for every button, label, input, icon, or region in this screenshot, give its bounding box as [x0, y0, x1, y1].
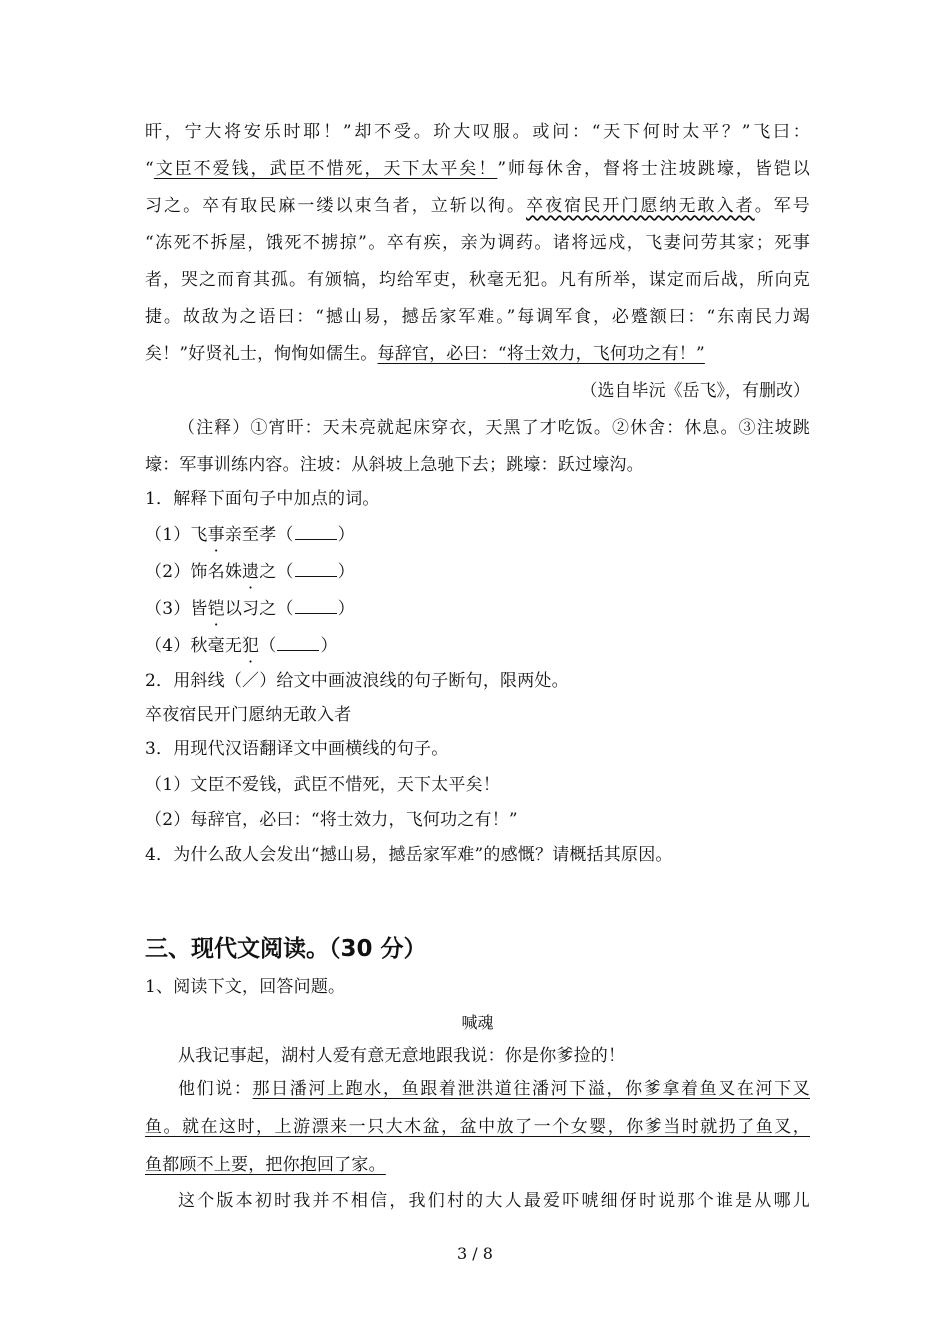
answer-blank[interactable] [295, 523, 337, 540]
question-2-sentence: 卒夜宿民开门愿纳无敢入者 [145, 705, 352, 725]
article-paragraph-1: 从我记事起，湖村人爱有意无意地跟我说：你是你爹捡的！ [178, 1046, 626, 1066]
passage-line-5: 者，哭之而育其孤。有颁犒，均给军吏，秋毫无犯。凡有所举，谋定而后战，所向克 [145, 270, 810, 290]
q1-3-close: ） [337, 599, 355, 619]
passage-line-6: 捷。故敌为之语曰：“撼山易，撼岳家军难。”每调军食，必蹙额曰：“东南民力竭 [145, 307, 810, 327]
passage-source: （选自毕沅《岳飞》，有删改） [580, 381, 810, 401]
passage-line-3-end: 。军号 [754, 196, 811, 216]
q1-4-prefix: （4）秋毫无 [145, 636, 243, 656]
passage-line-2-rest: ”师每休舍，督将士注坡跳壕，皆铠以 [497, 159, 810, 179]
p2-underlined-3: 鱼都顾不上要，把你抱回了家。 [145, 1155, 386, 1175]
question-4: 4．为什么敌人会发出“撼山易，撼岳家军难”的感慨？请概括其原因。 [145, 845, 673, 865]
passage-line-7-start: 矣！”好贤礼士，恂恂如儒生。 [145, 344, 378, 364]
question-1-item-3 [145, 597, 810, 619]
answer-blank[interactable] [277, 634, 319, 651]
question-3: 3．用现代汉语翻译文中画横线的句子。 [145, 739, 449, 759]
article-title: 喊魂 [461, 1013, 494, 1032]
quote-open: “ [145, 159, 154, 179]
passage-line-1: 旰，宁大将安乐时耶！”却不受。玠大叹服。或问：“天下何时太平？”飞曰： [145, 122, 810, 142]
article-paragraph-3: 这个版本初时我并不相信，我们村的大人最爱吓唬细伢时说那个谁是从哪儿 [178, 1191, 810, 1211]
question-1: 1．解释下面句子中加点的词。 [145, 489, 380, 509]
answer-blank[interactable] [295, 597, 337, 614]
q1-2-dotted-word: 遗 [242, 562, 260, 582]
q1-2-mid: 之（ [259, 562, 294, 582]
passage-line-3 [145, 196, 810, 216]
q1-3-mid: 以习之（ [224, 599, 294, 619]
note-line-2: 壕：军事训练内容。注坡：从斜坡上急驰下去；跳壕：跃过壕沟。 [145, 455, 644, 475]
passage-line-3-start: 习之。卒有取民麻一缕以束刍者，立斩以徇。 [145, 196, 527, 216]
wavy-sentence: 卒夜宿民开门愿纳无敢入者 [526, 196, 755, 216]
underlined-sentence-1: 文臣不爱钱，武臣不惜死，天下太平矣！ [153, 159, 498, 179]
question-1-item-2 [145, 560, 810, 582]
q1-4-close: ） [320, 636, 338, 656]
article-paragraph-2-line-3 [145, 1155, 810, 1175]
note-line-1: （注释）①宵旰：天未亮就起床穿衣，天黑了才吃饭。②休舍：休息。③注坡跳 [178, 418, 810, 438]
question-3-item-1: （1）文臣不爱钱，武臣不惜死，天下太平矣！ [145, 775, 501, 795]
question-1-item-1 [145, 523, 810, 545]
passage-line-4: “冻死不拆屋，饿死不掳掠”。卒有疾，亲为调药。诸将远戍，飞妻问劳其家；死事 [145, 233, 810, 253]
passage-line-7 [145, 344, 810, 364]
page-number: 3 / 8 [457, 1244, 493, 1263]
q1-1-close: ） [337, 525, 355, 545]
passage-line-2 [145, 159, 810, 179]
q1-1-dotted-word: 事 [207, 525, 225, 545]
q1-3-prefix: （3）皆 [145, 599, 208, 619]
q1-2-close: ） [337, 562, 355, 582]
article-paragraph-2-line-2: 鱼。就在这时，上游漂来一只大木盆，盆中放了一个女婴，你爹当时就扔了鱼叉， [145, 1117, 810, 1137]
q1-1-prefix: （1）飞 [145, 525, 208, 545]
question-3-item-2: （2）每辞官，必曰：“将士效力，飞何功之有！” [145, 810, 518, 830]
q1-4-mid: （ [259, 636, 277, 656]
q1-4-dotted-word: 犯 [242, 636, 260, 656]
question-2: 2．用斜线（／）给文中画波浪线的句子断句，限两处。 [145, 671, 569, 691]
p2-underlined-1: 那日潘河上跑水，鱼跟着泄洪道往潘河下溢，你爹拿着鱼叉在河下叉 [252, 1079, 810, 1099]
question-1-item-4 [145, 634, 810, 656]
section-intro: 1、阅读下文，回答问题。 [145, 977, 346, 997]
article-paragraph-2-line-1 [178, 1079, 810, 1099]
q1-1-mid: 亲至孝（ [224, 525, 294, 545]
section-heading: 三、现代文阅读。（30 分） [145, 936, 427, 962]
underlined-sentence-2: 每辞官，必曰：“将士效力，飞何功之有！” [377, 344, 705, 364]
p2-lead: 他们说： [178, 1079, 253, 1099]
answer-blank[interactable] [295, 560, 337, 577]
q1-2-prefix: （2）饰名姝 [145, 562, 243, 582]
q1-3-dotted-word: 铠 [207, 599, 225, 619]
